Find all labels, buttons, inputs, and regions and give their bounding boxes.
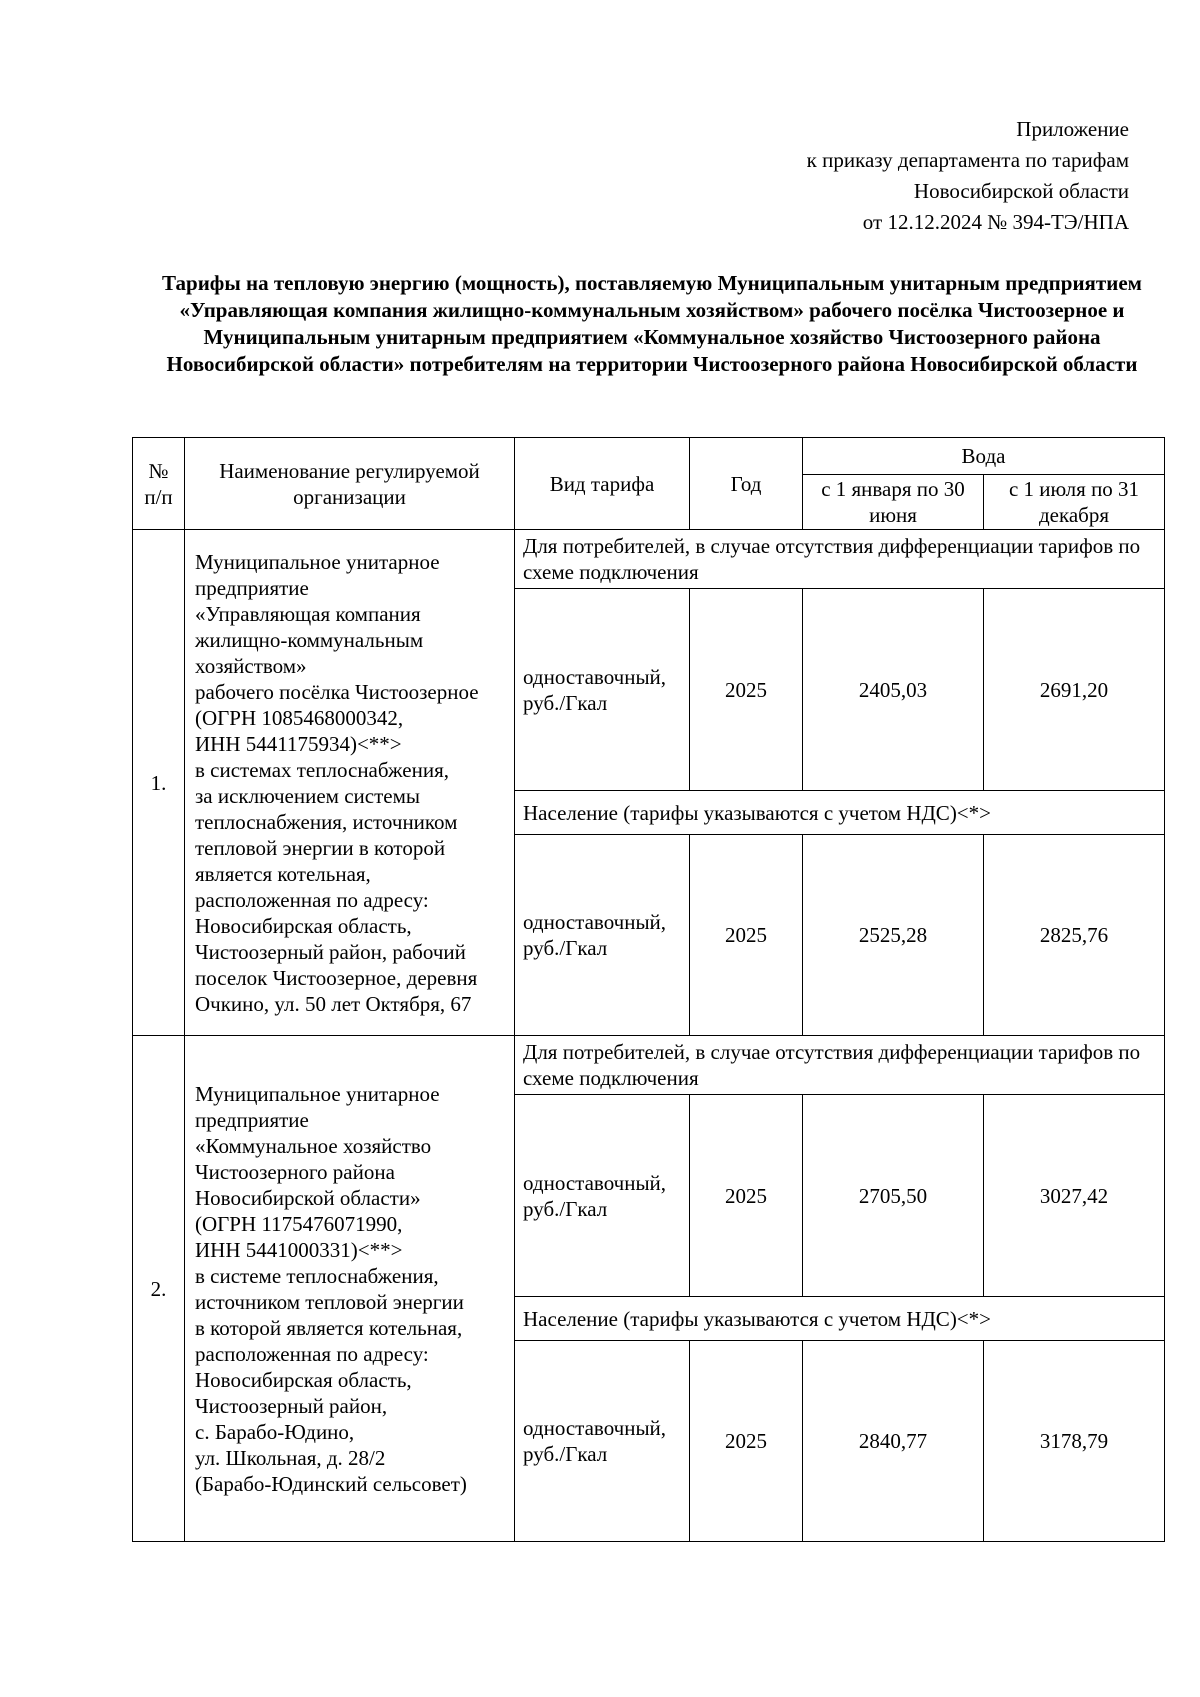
header-type: Вид тарифа (515, 438, 690, 530)
tariff-value-period-2: 3178,79 (984, 1341, 1165, 1542)
org-line: «Управляющая компания (195, 601, 421, 626)
org-line: тепловой энергии в которой (195, 835, 446, 860)
header-row (133, 438, 1165, 475)
org-line: (ОГРН 1175476071990, (195, 1211, 403, 1236)
org-line: источником тепловой энергии (195, 1289, 464, 1314)
org-line: теплоснабжения, источником (195, 809, 458, 834)
annex-line: Приложение (1016, 117, 1129, 141)
org-line: с. Барабо-Юдино, (195, 1419, 355, 1444)
org-line: рабочего посёлка Чистоозерное (195, 679, 479, 704)
org-line: Новосибирской области» (195, 1185, 421, 1210)
tariff-value-period-1: 2840,77 (803, 1341, 984, 1542)
org-line: Муниципальное унитарное (195, 1081, 440, 1106)
annex-line: от 12.12.2024 № 394-ТЭ/НПА (862, 210, 1129, 234)
tariff-type: одноставочный, руб./Гкал (515, 835, 690, 1036)
org-line: расположенная по адресу: (195, 887, 429, 912)
org-line: в системе теплоснабжения, (195, 1263, 439, 1288)
org-line: предприятие (195, 575, 309, 600)
org-line: Чистоозерного района (195, 1159, 395, 1184)
tariff-value-period-2: 2825,76 (984, 835, 1165, 1036)
tariff-subheading: Для потребителей, в случае отсутствия дифференциации тарифов по схеме подключения (515, 1036, 1165, 1095)
org-line: Очкино, ул. 50 лет Октября, 67 (195, 991, 472, 1016)
org-line: Чистоозерный район, (195, 1393, 388, 1418)
org-line: в которой является котельная, (195, 1315, 463, 1340)
org-line: ИНН 5441000331)<**> (195, 1237, 403, 1262)
organization-cell (185, 1036, 515, 1542)
annex-line: Новосибирской области (913, 179, 1129, 203)
tariff-value-period-1: 2525,28 (803, 835, 984, 1036)
org-line: Чистоозерный район, рабочий (195, 939, 466, 964)
org-line: Новосибирская область, (195, 1367, 412, 1392)
org-line: является котельная, (195, 861, 371, 886)
org-line: в системах теплоснабжения, (195, 757, 449, 782)
annex-line: к приказу департамента по тарифам (806, 148, 1129, 172)
org-line: (Барабо-Юдинский сельсовет) (195, 1471, 467, 1496)
tariff-type: одноставочный, руб./Гкал (515, 1341, 690, 1542)
tariff-subheading: Население (тарифы указываются с учетом НДС)<*> (515, 1297, 1165, 1341)
org-line: расположенная по адресу: (195, 1341, 429, 1366)
org-line: «Коммунальное хозяйство (195, 1133, 432, 1158)
tariff-subheading: Для потребителей, в случае отсутствия дифференциации тарифов по схеме подключения (515, 530, 1165, 589)
annex-header (569, 114, 1129, 238)
table-row (133, 530, 1165, 589)
org-line: ул. Школьная, д. 28/2 (195, 1445, 386, 1470)
header-num: № п/п (133, 438, 185, 530)
org-line: жилищно-коммунальным (195, 627, 424, 652)
tariff-value-period-2: 2691,20 (984, 589, 1165, 791)
org-line: Муниципальное унитарное (195, 549, 440, 574)
tariff-year: 2025 (690, 835, 803, 1036)
header-group: Вода (803, 438, 1165, 475)
org-line: за исключением системы (195, 783, 420, 808)
header-period-2: с 1 июля по 31 декабря (984, 475, 1165, 530)
org-line: хозяйством» (195, 653, 307, 678)
table-row (133, 1036, 1165, 1095)
org-line: предприятие (195, 1107, 309, 1132)
tariff-year: 2025 (690, 1095, 803, 1297)
org-line: Новосибирская область, (195, 913, 412, 938)
tariff-value-period-1: 2405,03 (803, 589, 984, 791)
org-line: поселок Чистоозерное, деревня (195, 965, 478, 990)
tariff-table (132, 437, 1165, 1542)
tariff-subheading: Население (тарифы указываются с учетом НДС)<*> (515, 791, 1165, 835)
tariff-type: одноставочный, руб./Гкал (515, 589, 690, 791)
header-org: Наименование регулируемой организации (185, 438, 515, 530)
tariff-value-period-2: 3027,42 (984, 1095, 1165, 1297)
tariff-type: одноставочный, руб./Гкал (515, 1095, 690, 1297)
header-year: Год (690, 438, 803, 530)
document-title: Тарифы на тепловую энергию (мощность), поставляемую Муниципальным унитарным предприятием «Управляющая компания жилищно-коммунальным хозяйством» рабочего посёлка Чистоозерное и Муниципальным унитарным предприятием «Коммунальное хозяйство Чистоозерного района Новосибирской области» потребителям на территории Чистоозерного района Новосибирской области (162, 271, 1142, 376)
header-period-1: с 1 января по 30 июня (803, 475, 984, 530)
org-line: (ОГРН 1085468000342, (195, 705, 404, 730)
organization-cell (185, 530, 515, 1036)
tariff-value-period-1: 2705,50 (803, 1095, 984, 1297)
org-line: ИНН 5441175934)<**> (195, 731, 402, 756)
tariff-year: 2025 (690, 1341, 803, 1542)
row-number: 2. (133, 1036, 185, 1542)
row-number: 1. (133, 530, 185, 1036)
tariff-year: 2025 (690, 589, 803, 791)
